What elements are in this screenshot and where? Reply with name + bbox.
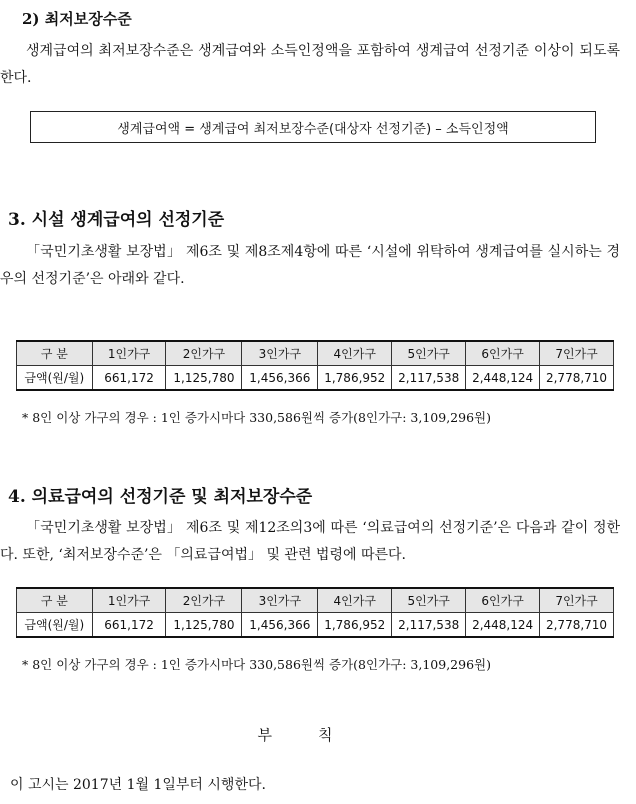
effective-date-text: 이 고시는 2017년 1월 1일부터 시행한다. bbox=[10, 777, 266, 793]
amount-cell: 1,456,366 bbox=[242, 613, 318, 638]
header-cell: 구 분 bbox=[17, 588, 93, 613]
header-cell: 5인가구 bbox=[392, 588, 466, 613]
header-cell: 1인가구 bbox=[92, 341, 166, 366]
header-cell: 4인가구 bbox=[318, 588, 392, 613]
amount-cell: 2,778,710 bbox=[540, 366, 614, 391]
amount-cell: 2,117,538 bbox=[392, 613, 466, 638]
header-cell: 2인가구 bbox=[166, 341, 242, 366]
amount-cell: 2,448,124 bbox=[466, 366, 540, 391]
header-cell: 3인가구 bbox=[242, 341, 318, 366]
table-row bbox=[17, 613, 614, 638]
header-cell: 4인가구 bbox=[318, 341, 392, 366]
row-label-cell: 금액(원/월) bbox=[17, 613, 93, 638]
header-cell: 2인가구 bbox=[166, 588, 242, 613]
amount-cell: 2,117,538 bbox=[392, 366, 466, 391]
header-cell: 6인가구 bbox=[466, 588, 540, 613]
header-cell: 3인가구 bbox=[242, 588, 318, 613]
amount-cell: 661,172 bbox=[92, 366, 166, 391]
header-cell: 1인가구 bbox=[92, 588, 166, 613]
section-3-heading: 3. 시설 생계급여의 선정기준 bbox=[8, 210, 225, 230]
header-cell: 7인가구 bbox=[540, 588, 614, 613]
header-cell: 6인가구 bbox=[466, 341, 540, 366]
section-4-heading: 4. 의료급여의 선정기준 및 최저보장수준 bbox=[8, 487, 313, 507]
appendix-heading: 부칙 bbox=[257, 726, 379, 744]
section-2-heading: 2) 최저보장수준 bbox=[22, 10, 132, 28]
header-cell: 구 분 bbox=[17, 341, 93, 366]
amount-cell: 2,778,710 bbox=[540, 613, 614, 638]
table-row bbox=[17, 366, 614, 391]
table-header-row bbox=[17, 341, 614, 366]
section-3-paragraph: 「국민기초생활 보장법」 제6조 및 제8조제4항에 따른 ‘시설에 위탁하여 생계급여를 실시하는 경우의 선정기준’은 아래와 같다. bbox=[0, 244, 620, 287]
header-cell: 7인가구 bbox=[540, 341, 614, 366]
section-4-note: * 8인 이상 가구의 경우 : 1인 증가시마다 330,586원씩 증가(8인가구: 3,109,296원) bbox=[22, 657, 491, 672]
amount-cell: 1,125,780 bbox=[166, 613, 242, 638]
facility-criteria-table bbox=[16, 340, 614, 391]
section-4-paragraph: 「국민기초생활 보장법」 제6조 및 제12조의3에 따른 ‘의료급여의 선정기준’은 다음과 같이 정한다. 또한, ‘최저보장수준’은 「의료급여법」 및 관련 법령에 따른다. bbox=[0, 520, 620, 563]
amount-cell: 2,448,124 bbox=[466, 613, 540, 638]
table-header-row bbox=[17, 588, 614, 613]
amount-cell: 1,786,952 bbox=[318, 613, 392, 638]
section-3-note: * 8인 이상 가구의 경우 : 1인 증가시마다 330,586원씩 증가(8인가구: 3,109,296원) bbox=[22, 410, 491, 425]
header-cell: 5인가구 bbox=[392, 341, 466, 366]
amount-cell: 1,786,952 bbox=[318, 366, 392, 391]
amount-cell: 661,172 bbox=[92, 613, 166, 638]
formula-box: 생계급여액 = 생계급여 최저보장수준(대상자 선정기준) – 소득인정액 bbox=[30, 111, 596, 143]
section-2-paragraph: 생계급여의 최저보장수준은 생계급여와 소득인정액을 포함하여 생계급여 선정기준 이상이 되도록 한다. bbox=[0, 43, 620, 86]
medical-criteria-table bbox=[16, 587, 614, 638]
row-label-cell: 금액(원/월) bbox=[17, 366, 93, 391]
amount-cell: 1,456,366 bbox=[242, 366, 318, 391]
amount-cell: 1,125,780 bbox=[166, 366, 242, 391]
